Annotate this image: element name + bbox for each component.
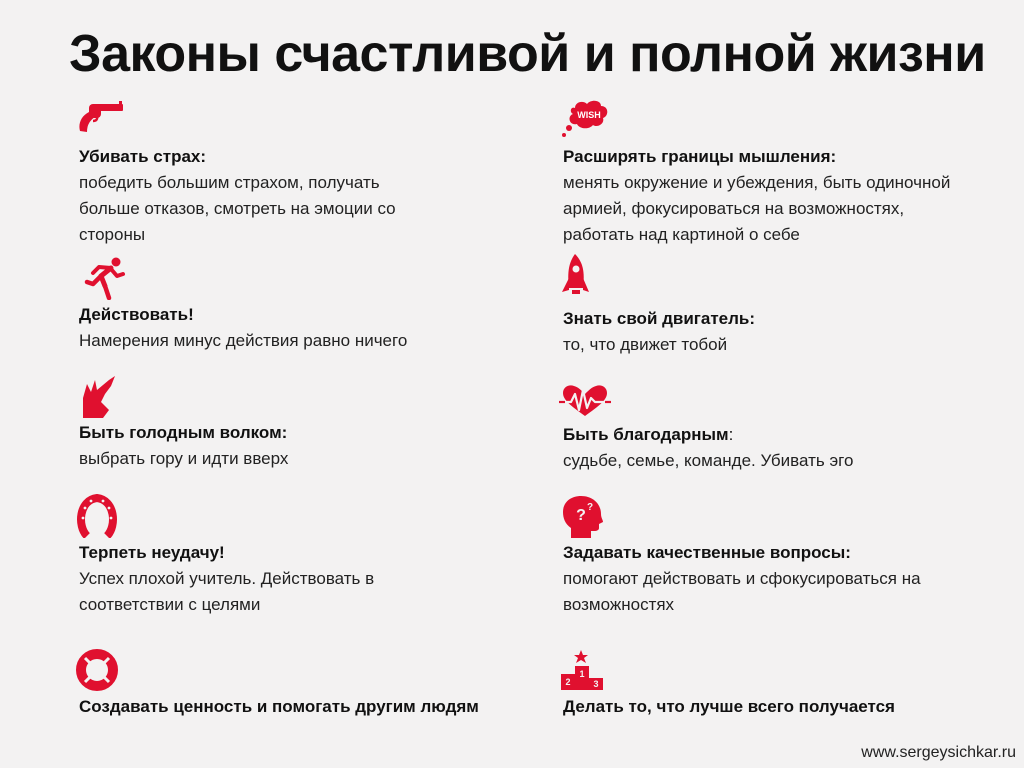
podium-label-2: 2 xyxy=(565,677,571,687)
law-title: Быть голодным волком: xyxy=(79,423,288,442)
law-do-best xyxy=(563,648,1003,720)
law-title xyxy=(563,422,1003,448)
law-ask-questions xyxy=(563,494,1003,618)
site-url: www.sergeysichkar.ru xyxy=(861,744,1016,761)
law-title: Создавать ценность и помогать другим людям xyxy=(79,697,479,716)
law-text xyxy=(563,448,1003,474)
law-text xyxy=(79,446,519,472)
law-title: Знать свой двигатель: xyxy=(563,309,756,328)
podium-label-3: 3 xyxy=(593,679,599,689)
law-title-text: Быть благодарным xyxy=(563,425,729,444)
law-text-line: работать над картиной о себе xyxy=(563,225,800,244)
law-endure-failure xyxy=(79,494,519,618)
law-text-line: Успех плохой учитель. Действовать в xyxy=(79,569,375,588)
law-text-line: соответствии с целями xyxy=(79,595,261,614)
law-create-value xyxy=(79,648,519,720)
law-text-line: Намерения минус действия равно ничего xyxy=(79,331,408,350)
law-text-line: больше отказов, смотреть на эмоции со xyxy=(79,199,396,218)
law-title: Делать то, что лучше всего получается xyxy=(563,697,895,716)
horseshoe-icon xyxy=(75,494,127,538)
running-man-icon xyxy=(75,256,127,300)
law-text-line: менять окружение и убеждения, быть одиночной xyxy=(563,173,951,192)
law-text xyxy=(563,332,1003,358)
lifebuoy-icon xyxy=(75,648,127,692)
law-act xyxy=(79,256,519,354)
podium-icon xyxy=(559,648,611,692)
wish-label: WISH xyxy=(577,110,601,120)
law-text-line: победить большим страхом, получать xyxy=(79,173,380,192)
law-text-line: возможностях xyxy=(563,595,675,614)
law-text xyxy=(79,328,519,354)
page-title: Законы счастливой и полной жизни xyxy=(69,25,986,83)
law-title: Действовать! xyxy=(79,305,194,324)
law-text-line: стороны xyxy=(79,225,146,244)
svg-text:?: ? xyxy=(586,502,594,513)
law-hungry-wolf xyxy=(79,374,519,472)
law-title-suffix: : xyxy=(728,425,734,444)
revolver-icon xyxy=(75,98,127,142)
law-be-grateful xyxy=(563,384,1003,474)
howling-wolf-icon xyxy=(75,374,127,418)
podium-label-1: 1 xyxy=(579,669,585,679)
law-title: Терпеть неудачу! xyxy=(79,543,225,562)
law-text xyxy=(563,170,1003,248)
law-text xyxy=(563,566,1003,618)
law-text-line: выбрать гору и идти вверх xyxy=(79,449,289,468)
law-kill-fear xyxy=(79,98,519,248)
law-title: Убивать страх: xyxy=(79,147,207,166)
wish-bubble-icon xyxy=(559,98,611,142)
law-text xyxy=(79,170,519,248)
law-text-line: помогают действовать и сфокусироваться на xyxy=(563,569,921,588)
law-text-line: армией, фокусироваться на возможностях, xyxy=(563,199,905,218)
law-title: Расширять границы мышления: xyxy=(563,147,837,166)
law-text xyxy=(79,566,519,618)
head-question-icon xyxy=(559,494,611,538)
law-know-engine xyxy=(563,256,1003,358)
law-text-line: то, что движет тобой xyxy=(563,335,728,354)
law-title: Задавать качественные вопросы: xyxy=(563,543,851,562)
heart-pulse-icon xyxy=(559,384,611,420)
svg-text:?: ? xyxy=(576,507,586,524)
rocket-icon xyxy=(559,252,611,304)
law-text-line: судьбе, семье, команде. Убивать эго xyxy=(563,451,854,470)
law-expand-thinking xyxy=(563,98,1003,248)
